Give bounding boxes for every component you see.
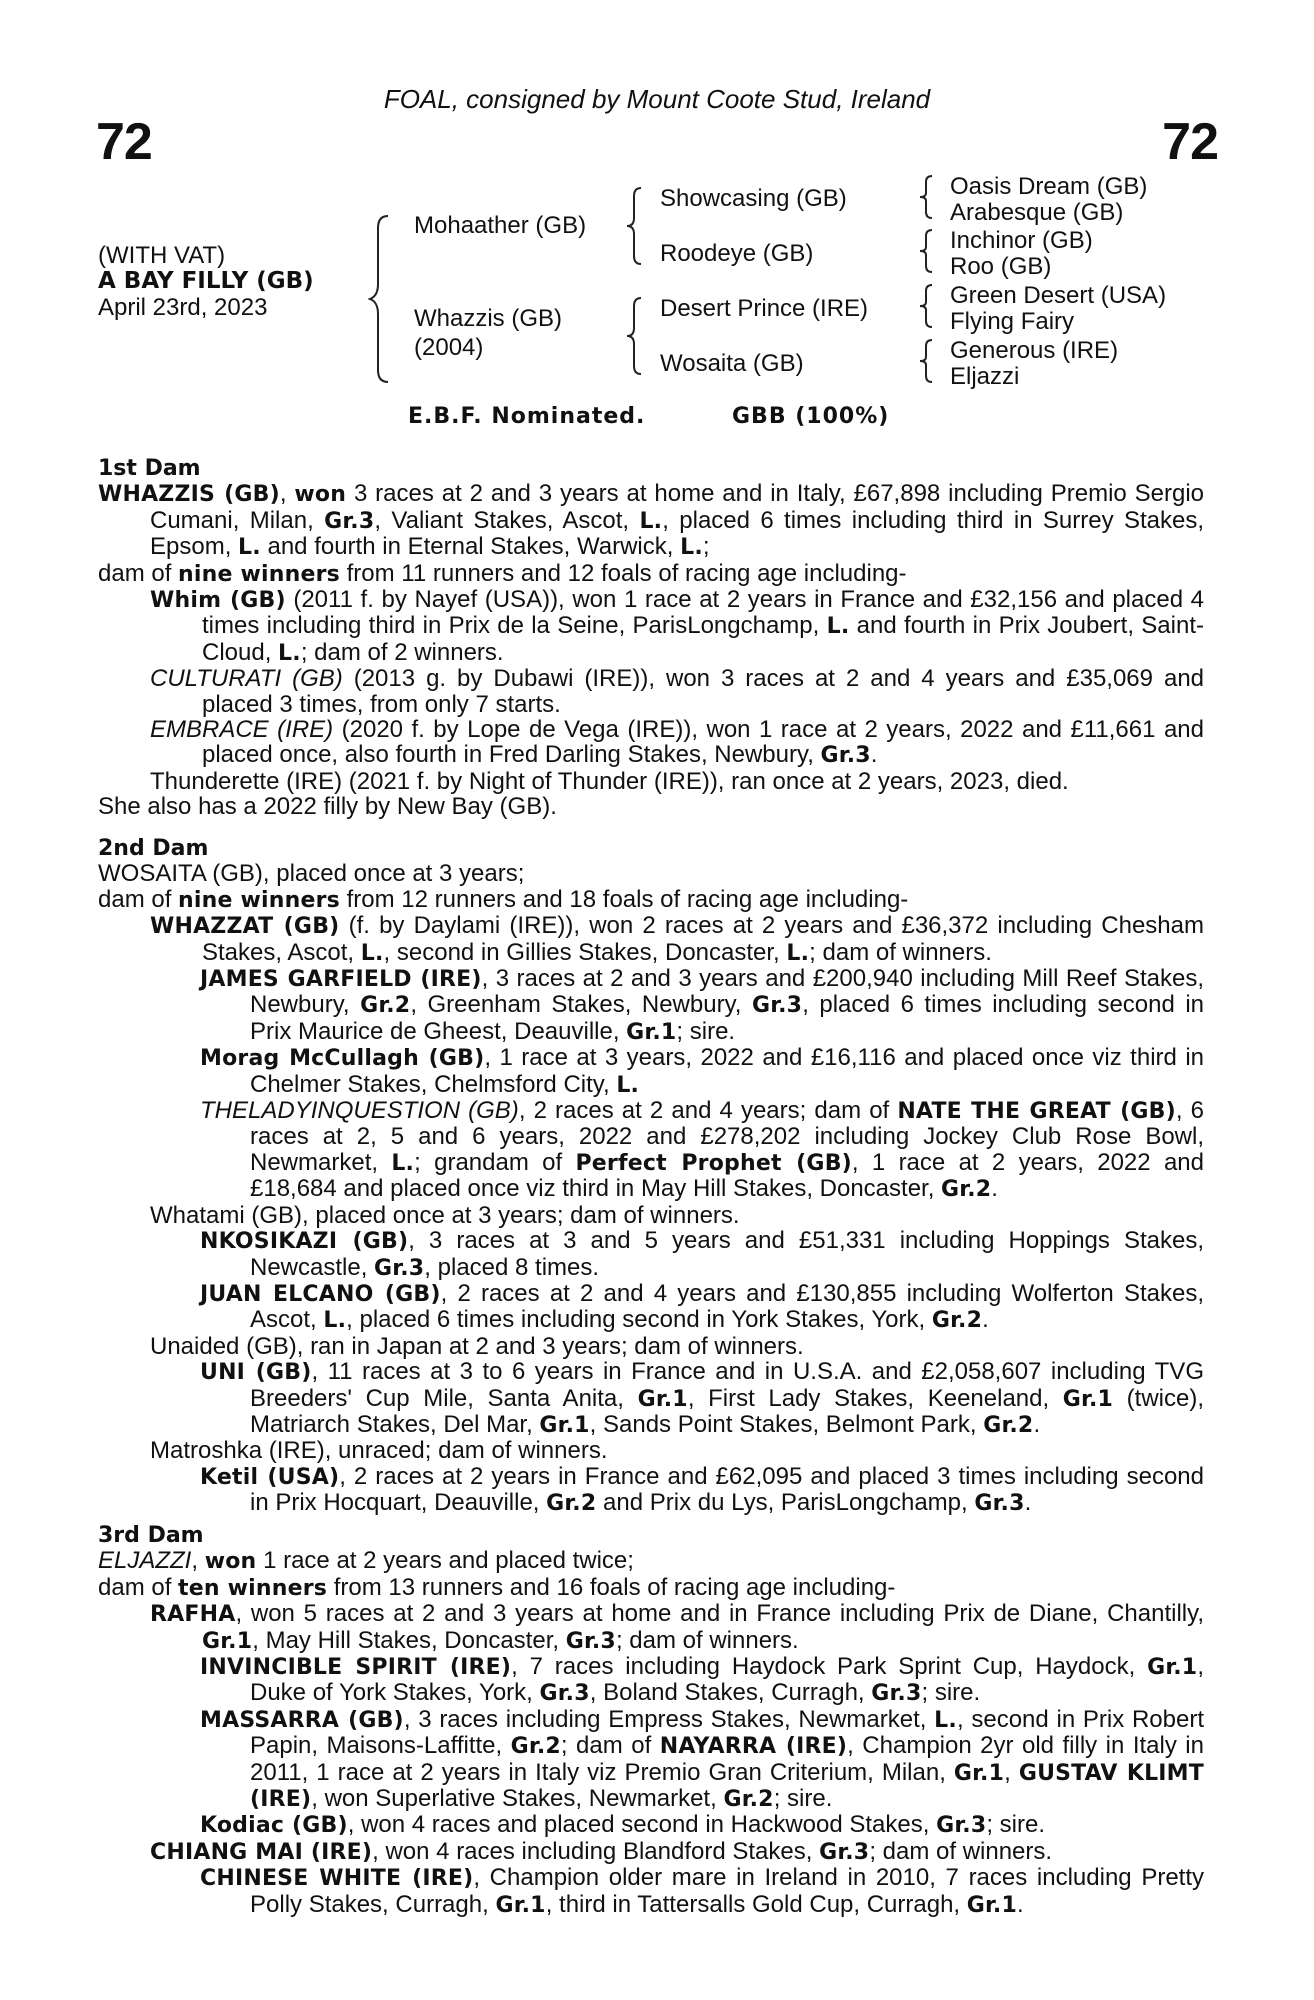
sire-dam: Roodeye (GB) (660, 240, 814, 267)
produce-culturati: CULTURATI (GB) (2013 g. by Dubawi (IRE)), won 3 races at 2 and 4 years and £35,069 and placed 3 times, from only 7 starts. (150, 665, 1205, 718)
produce-whatami: Whatami (GB), placed once at 3 years; dam of winners. (150, 1201, 740, 1229)
g3-inchinor: Inchinor (GB) (950, 227, 1093, 254)
lot-number-right: 72 (1162, 113, 1218, 171)
vat-note: (WITH VAT) (98, 242, 226, 269)
pedigree-brace-dam (625, 296, 643, 376)
pedigree-brace-g3-3 (918, 283, 934, 329)
g3-generous: Generous (IRE) (950, 337, 1119, 364)
produce-thunderette: Thunderette (IRE) (2021 f. by Night of Thunder (IRE)), ran once at 2 years, 2023, died. (150, 767, 1069, 795)
third-dam-line: ELJAZZI, won 1 race at 2 years and placed twice; (98, 1547, 634, 1575)
lot-number-left: 72 (96, 113, 152, 171)
first-dam-produce-summary: dam of nine winners from 11 runners and 12 foals of racing age including- (98, 559, 907, 587)
third-dam-section (98, 1523, 1204, 1918)
third-dam-heading: 3rd Dam (98, 1523, 204, 1548)
g3-arabesque: Arabesque (GB) (950, 199, 1124, 226)
first-dam-heading: 1st Dam (98, 456, 201, 481)
g3-oasis-dream: Oasis Dream (GB) (950, 173, 1148, 200)
lot-horse-name: A BAY FILLY (GB) (98, 268, 314, 294)
dam-dam: Wosaita (GB) (660, 350, 804, 377)
g3-flying-fairy: Flying Fairy (950, 308, 1075, 335)
produce-whim: Whim (GB) (2011 f. by Nayef (USA)), won 1 race at 2 years in France and £32,156 and placed 4 times including third in Prix de la Seine, ParisLongchamp, L. and fourth in Prix Joubert, Saint-Cloud, L.; dam of 2 winners. (150, 586, 1204, 666)
produce-invincible-spirit: INVINCIBLE SPIRIT (IRE), 7 races including Haydock Park Sprint Cup, Haydock, Gr.1, Duke of York Stakes, York, Gr.3, Boland Stakes, Curragh, Gr.3; sire. (200, 1653, 1204, 1707)
produce-rafha: RAFHA, won 5 races at 2 and 3 years at home and in France including Prix de Diane, Chantilly, Gr.1, May Hill Stakes, Doncaster, Gr.3; dam of winners. (150, 1600, 1204, 1654)
pedigree-brace-main (368, 214, 392, 384)
produce-chinese-white: CHINESE WHITE (IRE), Champion older mare in Ireland in 2010, 7 races including Pretty Polly Stakes, Curragh, Gr.1, third in Tattersalls Gold Cup, Curragh, Gr.1. (200, 1864, 1205, 1918)
produce-nkosikazi: NKOSIKAZI (GB), 3 races at 3 and 5 years and £51,331 including Hoppings Stakes, Newcastle, Gr.3, placed 8 times. (200, 1227, 1204, 1281)
produce-uni: UNI (GB), 11 races at 3 to 6 years in France and in U.S.A. and £2,058,607 including TVG Breeders' Cup Mile, Santa Anita, Gr.1, First Lady Stakes, Keeneland, Gr.1 (twice), Matriarch Stakes, Del Mar, Gr.1, Sands Point Stakes, Belmont Park, Gr.2. (200, 1358, 1205, 1438)
produce-morag-mccullagh: Morag McCullagh (GB), 1 race at 3 years, 2022 and £16,116 and placed once viz third in Chelmer Stakes, Chelmsford City, L. (200, 1044, 1204, 1098)
produce-juan-elcano: JUAN ELCANO (GB), 2 races at 2 and 4 years and £130,855 including Wolferton Stakes, Ascot, L., placed 6 times including second in York Stakes, York, Gr.2. (200, 1279, 1204, 1334)
produce-chiang-mai: CHIANG MAI (IRE), won 4 races including Blandford Stakes, Gr.3; dam of winners. (150, 1837, 1053, 1865)
second-dam-produce-summary: dam of nine winners from 12 runners and 18 foals of racing age including- (98, 885, 909, 913)
dam-sire: Desert Prince (IRE) (660, 295, 869, 322)
pedigree-brace-g3-1 (918, 174, 934, 220)
pedigree-brace-sire (625, 186, 643, 266)
produce-whazzat: WHAZZAT (GB) (f. by Daylami (IRE)), won 2 races at 2 years and £36,372 including Chesham Stakes, Ascot, L., second in Gillies Stakes, Doncaster, L.; dam of winners. (150, 912, 1204, 966)
produce-kodiac: Kodiac (GB), won 4 races and placed second in Hackwood Stakes, Gr.3; sire. (200, 1811, 1046, 1839)
g3-eljazzi: Eljazzi (950, 363, 1020, 390)
third-dam-produce-summary: dam of ten winners from 13 runners and 16 foals of racing age including- (98, 1573, 896, 1601)
produce-james-garfield: JAMES GARFIELD (IRE), 3 races at 2 and 3 years and £200,940 including Mill Reef Stakes, Newbury, Gr.2, Greenham Stakes, Newbury, Gr.3, placed 6 times including second in Prix Maurice de Gheest, Deauville, Gr.1; sire. (200, 965, 1204, 1045)
dam-name: Whazzis (GB) (414, 305, 563, 332)
produce-unaided: Unaided (GB), ran in Japan at 2 and 3 years; dam of winners. (150, 1332, 804, 1360)
gbb-status: GBB (100%) (732, 404, 890, 429)
pedigree-brace-g3-2 (918, 228, 934, 274)
first-dam-section (98, 456, 1204, 820)
pedigree-brace-g3-4 (918, 338, 934, 384)
first-dam-paragraph: WHAZZIS (GB), won 3 races at 2 and 3 years at home and in Italy, £67,898 including Premio Sergio Cumani, Milan, Gr.3, Valiant Stakes, Ascot, L., placed 6 times including third in Surrey Stakes, Epsom, L. and fourth in Eternal Stakes, Warwick, L.; (98, 480, 1204, 561)
sire-name: Mohaather (GB) (414, 212, 587, 239)
second-dam-heading: 2nd Dam (98, 836, 209, 861)
produce-massarra: MASSARRA (GB), 3 races including Empress Stakes, Newmarket, L., second in Prix Robert Papin, Maisons-Laffitte, Gr.2; dam of NAYARRA (IRE), Champion 2yr old filly in Italy in 2011, 1 race at 2 years in Italy viz Premio Gran Criterium, Milan, Gr.1, GUSTAV KLIMT (IRE), won Superlative Stakes, Newmarket, Gr.2; sire. (200, 1705, 1205, 1813)
sire-sire: Showcasing (GB) (660, 185, 847, 212)
produce-embrace: EMBRACE (IRE) (2020 f. by Lope de Vega (IRE)), won 1 race at 2 years, 2022 and £11,661 and placed once, also fourth in Fred Darling Stakes, Newbury, Gr.3. (150, 716, 1204, 769)
produce-matroshka: Matroshka (IRE), unraced; dam of winners. (150, 1437, 608, 1465)
produce-theladyinquestion: THELADYINQUESTION (GB), 2 races at 2 and 4 years; dam of NATE THE GREAT (GB), 6 races at 2, 5 and 6 years, 2022 and £278,202 including Jockey Club Rose Bowl, Newmarket, L.; grandam of Perfect Prophet (GB), 1 race at 2 years, 2022 and £18,684 and placed once viz third in May Hill Stakes, Doncaster, Gr.2. (200, 1097, 1205, 1203)
second-dam-section (98, 836, 1204, 1517)
dam-year: (2004) (414, 334, 484, 361)
foaling-date: April 23rd, 2023 (98, 294, 268, 321)
consignment-line: FOAL, consigned by Mount Coote Stud, Ireland (383, 84, 931, 114)
produce-ketil: Ketil (USA), 2 races at 2 years in France and £62,095 and placed 3 times including second in Prix Hocquart, Deauville, Gr.2 and Prix du Lys, ParisLongchamp, Gr.3. (200, 1462, 1204, 1517)
ebf-nominated: E.B.F. Nominated. (408, 404, 646, 429)
first-dam-also: She also has a 2022 filly by New Bay (GB). (98, 793, 557, 821)
g3-green-desert: Green Desert (USA) (950, 282, 1167, 309)
g3-roo: Roo (GB) (950, 253, 1052, 280)
second-dam-line: WOSAITA (GB), placed once at 3 years; (98, 860, 525, 888)
